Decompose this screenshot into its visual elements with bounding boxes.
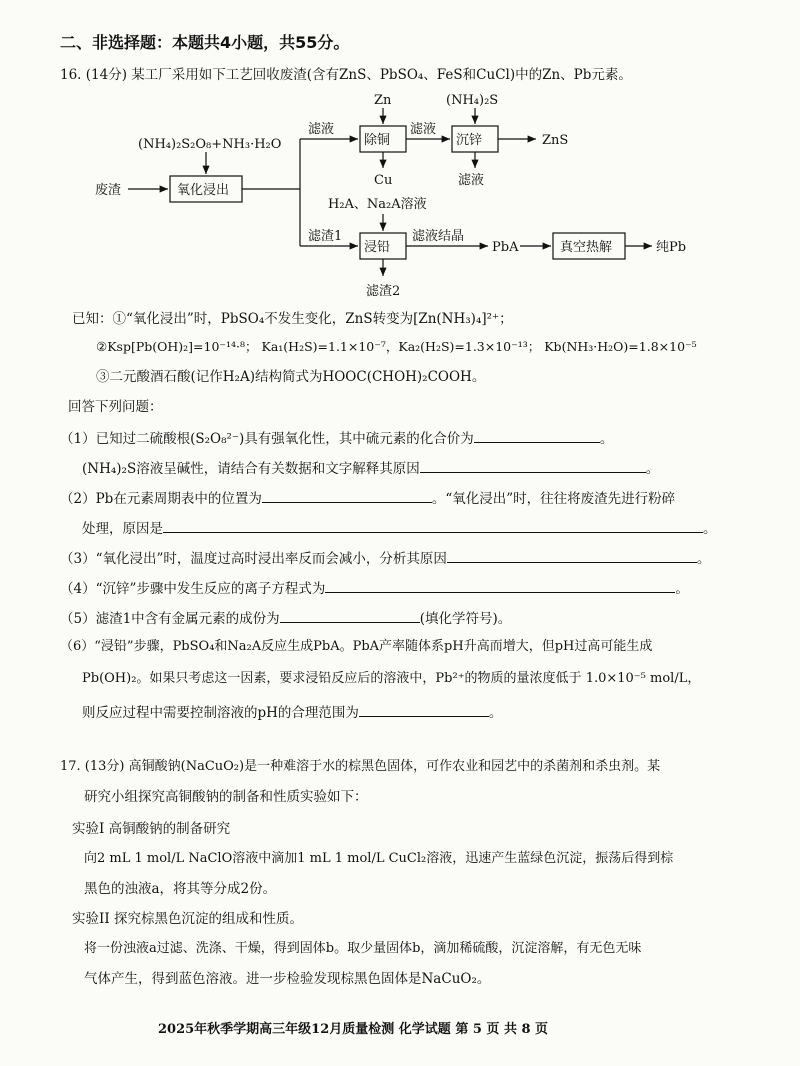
experiment-2-title: 实验II 探究棕黑色沉淀的组成和性质。 <box>72 911 303 927</box>
label-pba: PbA <box>492 240 519 255</box>
known-3: ③二元酸酒石酸(记作H₂A)结构简式为HOOC(CHOH)₂COOH。 <box>96 369 486 385</box>
label-zinc-box: 沉锌 <box>456 133 483 148</box>
label-vacuum-box: 真空热解 <box>560 240 613 255</box>
q16-stem: 16. (14分) 某工厂采用如下工艺回收废渣(含有ZnS、PbSO₄、FeS和CuCl)中的Zn、Pb元素。 <box>60 67 632 83</box>
answer-blank[interactable] <box>163 518 703 533</box>
answer-blank[interactable] <box>325 578 675 593</box>
q17-stem-1: 17. (13分) 高铜酸钠(NaCuO₂)是一种难溶于水的棕黑色固体，可作农业和园艺中的杀菌剂和杀虫剂。某 <box>60 759 661 774</box>
label-leach-box: 浸铅 <box>364 240 391 255</box>
box-zinc <box>452 126 498 152</box>
q17-stem-2: 研究小组探究高铜酸钠的制备和性质实验如下： <box>84 789 368 805</box>
label-crystallize: 滤液结晶 <box>412 229 465 244</box>
q16-part3: （3）“氧化浸出”时，温度过高时浸出率反而会减小，分析其原因 。 <box>60 548 710 568</box>
q16-part2b: 处理，原因是 。 <box>82 518 717 538</box>
label-waste: 废渣 <box>95 183 122 198</box>
label-reagent-oxidize: (NH₄)₂S₂O₈+NH₃·H₂O <box>138 137 282 152</box>
experiment-2-line-1: 将一份浊液a过滤、洗涤、干燥，得到固体b。取少量固体b，滴加稀硫酸，沉淀溶解，有无色无味 <box>84 941 642 956</box>
label-filtrate: 滤液 <box>308 122 335 137</box>
experiment-2-line-2: 气体产生，得到蓝色溶液。进一步检验发现棕黑色固体是NaCuO₂。 <box>84 971 491 987</box>
label-oxidize-box: 氧化浸出 <box>177 183 230 198</box>
answer-blank[interactable] <box>420 458 646 473</box>
label-filtrate2: 滤液 <box>410 122 437 137</box>
box-vacuum <box>553 233 625 259</box>
answer-blank[interactable] <box>474 428 600 443</box>
q16-part2a: （2）Pb在元素周期表中的位置为 。“氧化浸出”时，往往将废渣先进行粉碎 <box>60 488 675 508</box>
label-nh4s: (NH₄)₂S <box>446 93 499 108</box>
label-residue2: 滤渣2 <box>366 284 401 299</box>
q16-part5: （5）滤渣1中含有金属元素的成份为 (填化学符号)。 <box>60 608 511 628</box>
label-filtrate3: 滤液 <box>458 173 485 188</box>
q16-part6a: （6）“浸铅”步骤，PbSO₄和Na₂A反应生成PbA。PbA产率随体系pH升高而增大，但pH过高可能生成 <box>60 639 653 654</box>
answer-intro: 回答下列问题： <box>68 399 163 415</box>
known-2: ②Ksp[Pb(OH)₂]=10⁻¹⁴·⁸； Ka₁(H₂S)=1.1×10⁻⁷，Ka₂(H₂S)=1.3×10⁻¹³； Kb(NH₃·H₂O)=1.8×10⁻⁵ <box>96 339 697 354</box>
label-cu: Cu <box>374 173 393 188</box>
answer-blank[interactable] <box>447 548 697 563</box>
page-footer: 2025年秋季学期高三年级12月质量检测 化学试题 第 5 页 共 8 页 <box>158 1022 549 1037</box>
answer-blank[interactable] <box>280 608 420 623</box>
label-residue1: 滤渣1 <box>308 229 343 244</box>
experiment-1-line-2: 黑色的浊液a，将其等分成2份。 <box>84 881 277 897</box>
experiment-1-line-1: 向2 mL 1 mol/L NaClO溶液中滴加1 mL 1 mol/L CuCl₂溶液，迅速产生蓝绿色沉淀，振荡后得到棕 <box>84 851 674 866</box>
box-oxidize <box>170 176 242 202</box>
label-decopper-box: 除铜 <box>364 133 391 148</box>
label-pure-pb: 纯Pb <box>656 240 687 255</box>
label-leach-reagent: H₂A、Na₂A溶液 <box>328 197 427 212</box>
known-1: 已知：①“氧化浸出”时，PbSO₄不发生变化，ZnS转变为[Zn(NH₃)₄]²⁺； <box>72 311 513 327</box>
q16-part4: （4）“沉锌”步骤中发生反应的离子方程式为 。 <box>60 578 689 598</box>
q16-part1a: （1）已知过二硫酸根(S₂O₈²⁻)具有强氧化性，其中硫元素的化合价为 。 <box>60 428 613 448</box>
section-title: 二、非选择题：本题共4小题，共55分。 <box>60 33 350 52</box>
q16-part6b: Pb(OH)₂。如果只考虑这一因素，要求浸铅反应后的溶液中，Pb²⁺的物质的量浓度低于 1.0×10⁻⁵ mol/L， <box>82 671 701 686</box>
answer-blank[interactable] <box>359 702 489 717</box>
answer-blank[interactable] <box>262 488 432 503</box>
q16-part1b: (NH₄)₂S溶液呈碱性，请结合有关数据和文字解释其原因 。 <box>82 458 659 478</box>
label-zn: Zn <box>374 93 392 108</box>
experiment-1-title: 实验I 高铜酸钠的制备研究 <box>72 821 231 837</box>
box-leach <box>360 233 406 259</box>
box-decopper <box>360 126 406 152</box>
q16-part6c: 则反应过程中需要控制溶液的pH的合理范围为 。 <box>82 702 502 722</box>
label-zns: ZnS <box>542 133 569 148</box>
